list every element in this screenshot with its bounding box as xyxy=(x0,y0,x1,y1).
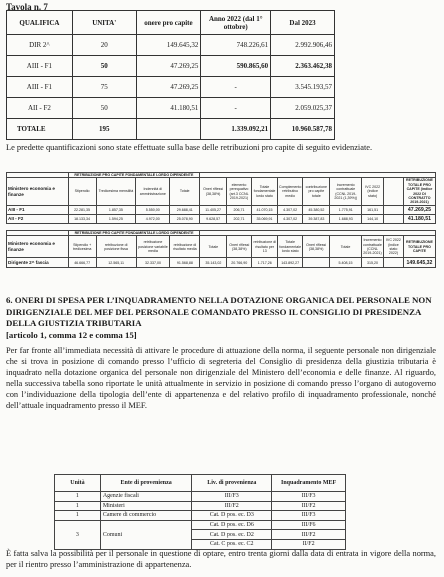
cell: 18.133,34 xyxy=(68,214,96,223)
cell: II/F2 xyxy=(272,539,346,549)
table-row xyxy=(7,77,335,98)
cell: 1.717,26 xyxy=(252,258,278,268)
cell: 4.972,00 xyxy=(136,214,170,223)
cell: 29.688,41 xyxy=(170,205,200,214)
cell: 3.545.193,57 xyxy=(271,77,335,98)
header-cell: Totale xyxy=(200,236,227,258)
cell: 143.892,27 xyxy=(278,258,303,268)
cell: 1 xyxy=(55,501,101,511)
cell: 25.078,90 xyxy=(170,214,200,223)
span-header: RETRIBUZIONE PRO CAPITE FONDAMENTALE LORDO DIPENDENTE xyxy=(68,173,200,178)
header-cell: Complemento retributivo medio xyxy=(277,178,302,205)
cell: DIR 2^ xyxy=(7,35,73,56)
cell: 41.180,51 xyxy=(136,98,201,119)
cell: 35.143,02 xyxy=(200,258,227,268)
cell: 1 xyxy=(55,511,101,521)
cell: 39.387,83 xyxy=(303,214,330,223)
cell: Ministeri xyxy=(100,501,192,511)
header-cell: UNITA' xyxy=(72,11,136,35)
cell: 3 xyxy=(55,520,101,549)
header-cell: Tredicesima mensilità xyxy=(96,178,136,205)
units-table xyxy=(54,474,346,550)
cell: 2.363.462,38 xyxy=(271,56,335,77)
header-cell: Oneri riflessi (38,38%) xyxy=(200,178,227,205)
header-cell: onere pro capite xyxy=(136,11,201,35)
cell: 590.865,60 xyxy=(201,56,271,77)
cell: Cat. D pos. ec. D2 xyxy=(192,530,272,540)
table-row xyxy=(7,35,335,56)
table-header-row xyxy=(55,475,346,492)
cell: Cat. D pos. ec. D3 xyxy=(192,511,272,521)
cell: 91.568,88 xyxy=(170,258,200,268)
header-cell: IVC 2022 (indice stato) xyxy=(362,178,384,205)
onere-table xyxy=(6,10,335,140)
table-row xyxy=(55,501,346,511)
table-row xyxy=(55,511,346,521)
cell: III/F3 xyxy=(192,492,272,502)
header-cell: contribuzione pro capite totale xyxy=(303,178,330,205)
table-row xyxy=(7,98,335,119)
cell: AII - F2 xyxy=(7,98,73,119)
cell: 2.059.025,37 xyxy=(271,98,335,119)
cell: 11.405,27 xyxy=(200,205,227,214)
header-cell: Oneri riflessi (38,38%) xyxy=(227,236,252,258)
header-cell: retribuzione posizione variabile media xyxy=(136,236,170,258)
cell: 50 xyxy=(72,56,136,77)
header-cell: Stipendio xyxy=(68,178,96,205)
header-cell: Indennità di amministrazione xyxy=(136,178,170,205)
cell: - xyxy=(201,98,271,119)
cell: 161,51 xyxy=(362,205,384,214)
cell: 4.307,02 xyxy=(277,214,302,223)
cell: Agenzie fiscali xyxy=(100,492,192,502)
header-cell: Incremento contrattuale (CCNL 2019-2021) xyxy=(361,236,383,258)
cell: AIII - F1 xyxy=(7,77,73,98)
cell: 1.857,35 xyxy=(96,205,136,214)
cell: Cat. D pos. ec. D6 xyxy=(192,520,272,530)
cell xyxy=(136,119,201,140)
header-cell: elemento perequativo (art.3 CCNL 2019-2021) xyxy=(227,178,252,205)
header-cell: QUALIFICA xyxy=(7,11,73,35)
row-header: Ministero economia e finanze xyxy=(7,178,69,205)
cell: 1.594,25 xyxy=(96,214,136,223)
header-cell: Liv. di provenienza xyxy=(192,475,272,492)
cell: Cat. C pos. ec. C2 xyxy=(192,539,272,549)
header-cell: incremento contrattuale (CCNL 2019-2021 (1,39%)) xyxy=(330,178,362,205)
cell: Comuni xyxy=(100,520,192,549)
header-cell: retribuzione di risultato media xyxy=(170,236,200,258)
header-cell: Totale fondamentale lordo stato xyxy=(252,178,278,205)
header-cell: Inquadramento MEF xyxy=(272,475,346,492)
closing-paragraph: È fatta salva la possibilità per il personale in questione di optare, entro trenta giorni dalla data di entrata in vigore della norma, per il rientro presso l’amministrazione di appartenenza. xyxy=(6,549,436,570)
row-header: Ministero economia e finanze xyxy=(7,236,69,258)
cell: 2.992.906,46 xyxy=(271,35,335,56)
cell: 195 xyxy=(72,119,136,140)
header-cell: RETRIBUZIONE TOTALE PRO CAPITE (indice 2022 DI CONTRATTO 2019-2021) xyxy=(403,178,435,205)
cell: III/F6 xyxy=(272,520,346,530)
cell: 45.380,52 xyxy=(303,205,330,214)
table-row xyxy=(55,520,346,530)
cell: 206,71 xyxy=(227,205,252,214)
header-cell: Ente di provenienza xyxy=(100,475,192,492)
cell: 35.069,91 xyxy=(252,214,278,223)
cell: III/F2 xyxy=(272,530,346,540)
cell: III/F2 xyxy=(272,501,346,511)
header-cell: Dal 2023 xyxy=(271,11,335,35)
cell: 10.960.587,78 xyxy=(271,119,335,140)
table-row xyxy=(55,492,346,502)
header-cell: Totale fondamentale lordo stato xyxy=(278,236,303,258)
cell: III/F2 xyxy=(192,501,272,511)
header-cell: Totale xyxy=(330,236,362,258)
section-6-heading: 6. ONERI DI SPESA PER L’INQUADRAMENTO NELLA DOTAZIONE ORGANICA DEL PERSONALE NON DIRIGENZIALE DEL MEF DEL PERSONALE COMANDATO PRESSO IL CONSIGLIO DI PRESIDENZA DELLA GIUSTIZIA TRIBUTARIA xyxy=(6,295,432,328)
salary-table-staff xyxy=(6,172,436,224)
header-cell: retribuzione di posizione fissa xyxy=(96,236,136,258)
cell: Camere di commercio xyxy=(100,511,192,521)
table-total-row xyxy=(7,119,335,140)
header-cell: Unità xyxy=(55,475,101,492)
cell: 47.269,25 xyxy=(136,56,201,77)
tavola-title: Tavola n. 7 xyxy=(6,2,48,12)
header-cell: Oneri riflessi (38,38%) xyxy=(303,236,330,258)
cell: 41.070,15 xyxy=(252,205,278,214)
cell: III/F3 xyxy=(272,511,346,521)
cell: 12.565,11 xyxy=(96,258,136,268)
cell: 202,71 xyxy=(227,214,252,223)
salary-table-managers xyxy=(6,230,436,268)
cell: 75 xyxy=(72,77,136,98)
cell: 748.226,61 xyxy=(201,35,271,56)
header-cell: Anno 2022 (dal 1° ottobre) xyxy=(201,11,271,35)
cell: 1.339.092,21 xyxy=(201,119,271,140)
cell: 144,10 xyxy=(362,214,384,223)
cell: 5.408,15 xyxy=(330,258,362,268)
cell: 32.337,00 xyxy=(136,258,170,268)
cell: AIII - F1 xyxy=(7,56,73,77)
intro-paragraph: Le predette quantificazioni sono state effettuate sulla base delle retribuzioni pro capite di seguito evidenziate. xyxy=(6,143,373,152)
header-cell: RETRIBUZIONE TOTALE PRO CAPITE xyxy=(403,236,435,258)
cell: 149.645,32 xyxy=(136,35,201,56)
cell: 1.775,91 xyxy=(330,205,362,214)
cell: 149.645,32 xyxy=(403,258,435,268)
cell: 46.666,77 xyxy=(68,258,96,268)
cell: 1 xyxy=(55,492,101,502)
cell: 20 xyxy=(72,35,136,56)
header-cell: IVC 2022 (indice stato 2022) xyxy=(383,236,403,258)
cell: 1.688,93 xyxy=(330,214,362,223)
cell: 5.550,00 xyxy=(136,205,170,214)
cell: AIII - F1 xyxy=(7,205,69,214)
cell: - xyxy=(201,77,271,98)
cell: 22.281,35 xyxy=(68,205,96,214)
cell: 315,20 xyxy=(361,258,383,268)
table-row xyxy=(7,56,335,77)
header-cell: Totale xyxy=(170,178,200,205)
body-paragraph: Per far fronte all’immediata necessità di attivare le procedure di attuazione della norma, il seguente personale non dirigenziale che si trova in posizione di comando presso l’ufficio di segreteria del Consiglio di presidenza della giustizia tributaria è inquadrato nella dotazione organica del personale non dirigenziale del Ministero dell’economia e delle finanze. Al riguardo, nella successiva tabella sono riportate le unità attualmente in servizio in posizione di comando presso l’organo di autogoverno con l’individuazione della tipologia dell’ente di appartenenza e del relativo profilo di inquadramento professionale, nonché dell’attuale inquadramento presso il MEF. xyxy=(6,346,436,411)
cell: 9.628,57 xyxy=(200,214,227,223)
cell: 47.269,25 xyxy=(136,77,201,98)
section-6-reference: [articolo 1, comma 12 e comma 15] xyxy=(6,330,137,340)
cell: 47.269,25 xyxy=(403,205,435,214)
header-cell: Stipendio + tredicesima xyxy=(68,236,96,258)
cell: TOTALE xyxy=(7,119,73,140)
table-header-row xyxy=(7,11,335,35)
header-cell: retribuzione di risultato per 13 xyxy=(252,236,278,258)
cell: Dirigente 2^ fascia xyxy=(7,258,69,268)
cell: 50 xyxy=(72,98,136,119)
cell: AII - F2 xyxy=(7,214,69,223)
cell: 41.180,51 xyxy=(403,214,435,223)
cell: 20.766,90 xyxy=(227,258,252,268)
cell: III/F3 xyxy=(272,492,346,502)
span-header: RETRIBUZIONE PRO CAPITE FONDAMENTALE LORDO DIPENDENTE xyxy=(68,231,200,236)
cell: 4.307,02 xyxy=(277,205,302,214)
